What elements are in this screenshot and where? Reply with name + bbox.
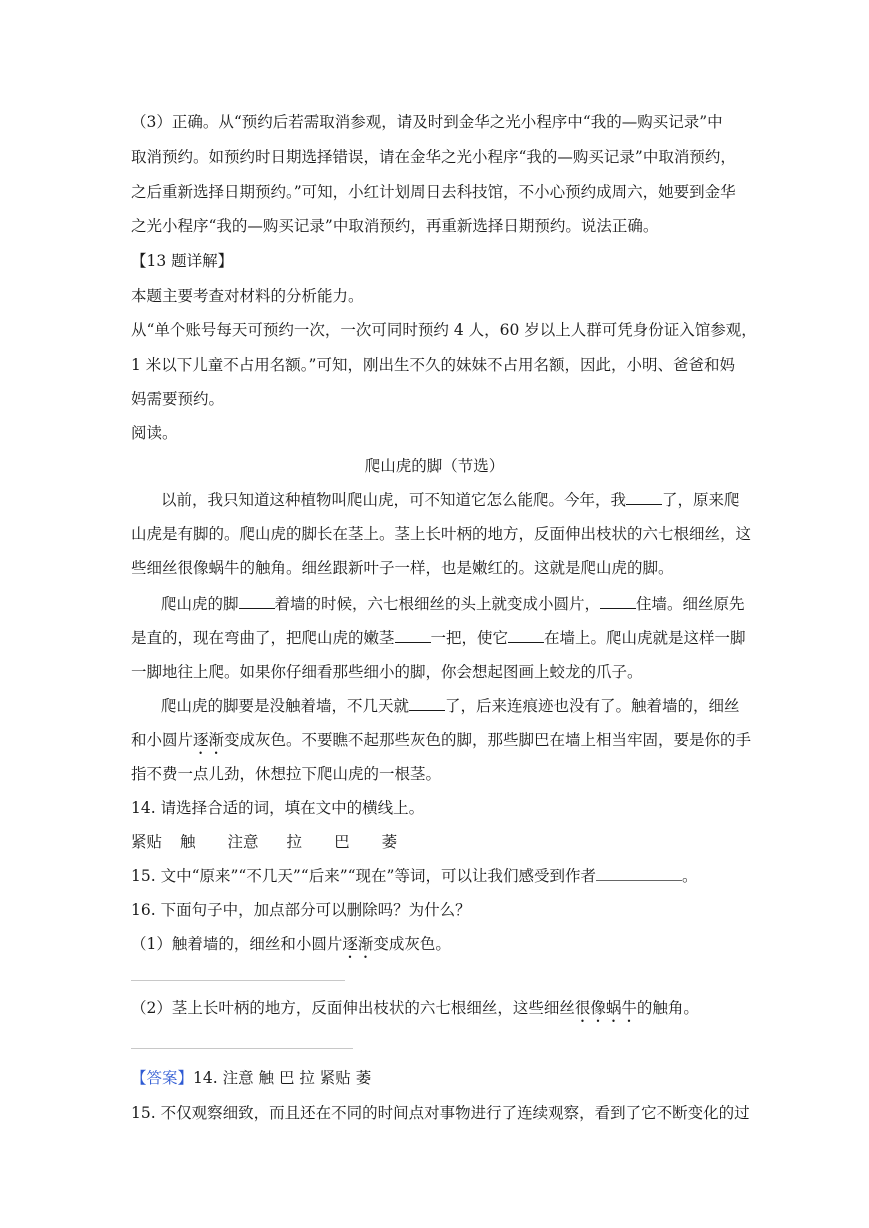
answer-line-q16-1[interactable] [131, 980, 345, 981]
para2-line1: 爬山虎的脚 着墙的时候，六七根细丝的头上就变成小圆片， 住墙。细丝原先 [161, 595, 745, 613]
emphasis-dots-q16-1: 逐渐 [342, 935, 374, 953]
answer-14: 【答案】14. 注意 触 巴 拉 紧贴 萎 [131, 1069, 372, 1087]
q13-line1: 本题主要考查对材料的分析能力。 [131, 287, 364, 305]
question-16-1: （1）触着墙的，细丝和小圆片逐渐变成灰色。 [131, 935, 451, 953]
para1-line3: 些细丝很像蜗牛的触角。细丝跟新叶子一样，也是嫩红的。这就是爬山虎的脚。 [131, 559, 674, 577]
answer-tag: 【答案】 [131, 1069, 194, 1087]
answer-15: 15. 不仅观察细致，而且还在不同的时间点对事物进行了连续观察，看到了它不断变化的过 [131, 1104, 750, 1122]
q13-heading: 【13 题详解】 [131, 252, 234, 270]
read-label: 阅读。 [131, 424, 178, 442]
answer-p3-line4: 之光小程序“我的—购买记录”中取消预约，再重新选择日期预约。说法正确。 [131, 217, 659, 235]
para2-line3: 一脚地往上爬。如果你仔细看那些细小的脚，你会想起图画上蛟龙的爪子。 [131, 663, 643, 681]
word-6: 萎 [381, 833, 398, 851]
para3-line1: 爬山虎的脚要是没触着墙，不几天就 了，后来连痕迹也没有了。触着墙的，细丝 [161, 697, 740, 715]
word-1: 紧贴 [131, 833, 163, 851]
blank-5[interactable] [508, 628, 544, 643]
passage-title: 爬山虎的脚（节选） [364, 457, 505, 475]
blank-q15[interactable] [596, 866, 682, 881]
blank-1[interactable] [626, 490, 662, 505]
word-3: 注意 [227, 833, 259, 851]
blank-4[interactable] [395, 628, 431, 643]
blank-2[interactable] [239, 594, 275, 609]
q13-line2: 从“单个账号每天可预约一次，一次可同时预约 4 人，60 岁以上人群可凭身份证入馆参观， [131, 321, 757, 339]
word-2: 触 [180, 833, 196, 851]
q13-line3: 1 米以下儿童不占用名额。”可知，刚出生不久的妹妹不占用名额，因此，小明、爸爸和妈 [131, 356, 735, 374]
word-bank [131, 832, 397, 852]
emphasis-dots-q16-2: 很像蜗牛 [574, 999, 637, 1017]
para1-line2: 山虎是有脚的。爬山虎的脚长在茎上。茎上长叶柄的地方，反面伸出枝状的六七根细丝，这 [131, 525, 752, 543]
question-15: 15. 文中“原来”“不几天”“后来”“现在”等词，可以让我们感受到作者 。 [131, 867, 698, 885]
blank-6[interactable] [409, 696, 445, 711]
para3-line2: 和小圆片逐渐变成灰色。不要瞧不起那些灰色的脚，那些脚巴在墙上相当牢固，要是你的手 [131, 731, 752, 749]
answer-p3-line1: （3）正确。从“预约后若需取消参观，请及时到金华之光小程序中“我的—购买记录”中 [131, 113, 723, 131]
para2-line2: 是直的，现在弯曲了，把爬山虎的嫩茎 一把，使它 在墙上。爬山虎就是这样一脚 [131, 629, 746, 647]
blank-3[interactable] [600, 594, 636, 609]
question-14: 14. 请选择合适的词，填在文中的横线上。 [131, 799, 425, 817]
answer-line-q16-2[interactable] [131, 1048, 353, 1049]
question-16: 16. 下面句子中，加点部分可以删除吗？为什么？ [131, 901, 471, 919]
q13-line4: 妈需要预约。 [131, 390, 225, 408]
word-5: 巴 [334, 833, 350, 851]
question-16-2: （2）茎上长叶柄的地方，反面伸出枝状的六七根细丝，这些细丝很像蜗牛的触角。 [131, 999, 699, 1017]
para1-line1: 以前，我只知道这种植物叫爬山虎，可不知道它怎么能爬。今年，我 了，原来爬 [161, 491, 740, 509]
emphasis-dots: 逐渐 [193, 731, 225, 749]
answer-p3-line3: 之后重新选择日期预约。”可知，小红计划周日去科技馆，不小心预约成周六，她要到金华 [131, 183, 736, 201]
word-4: 拉 [286, 833, 303, 851]
para3-line3: 指不费一点儿劲，休想拉下爬山虎的一根茎。 [131, 765, 442, 783]
answer-p3-line2: 取消预约。如预约时日期选择错误，请在金华之光小程序“我的—购买记录”中取消预约， [131, 148, 736, 166]
